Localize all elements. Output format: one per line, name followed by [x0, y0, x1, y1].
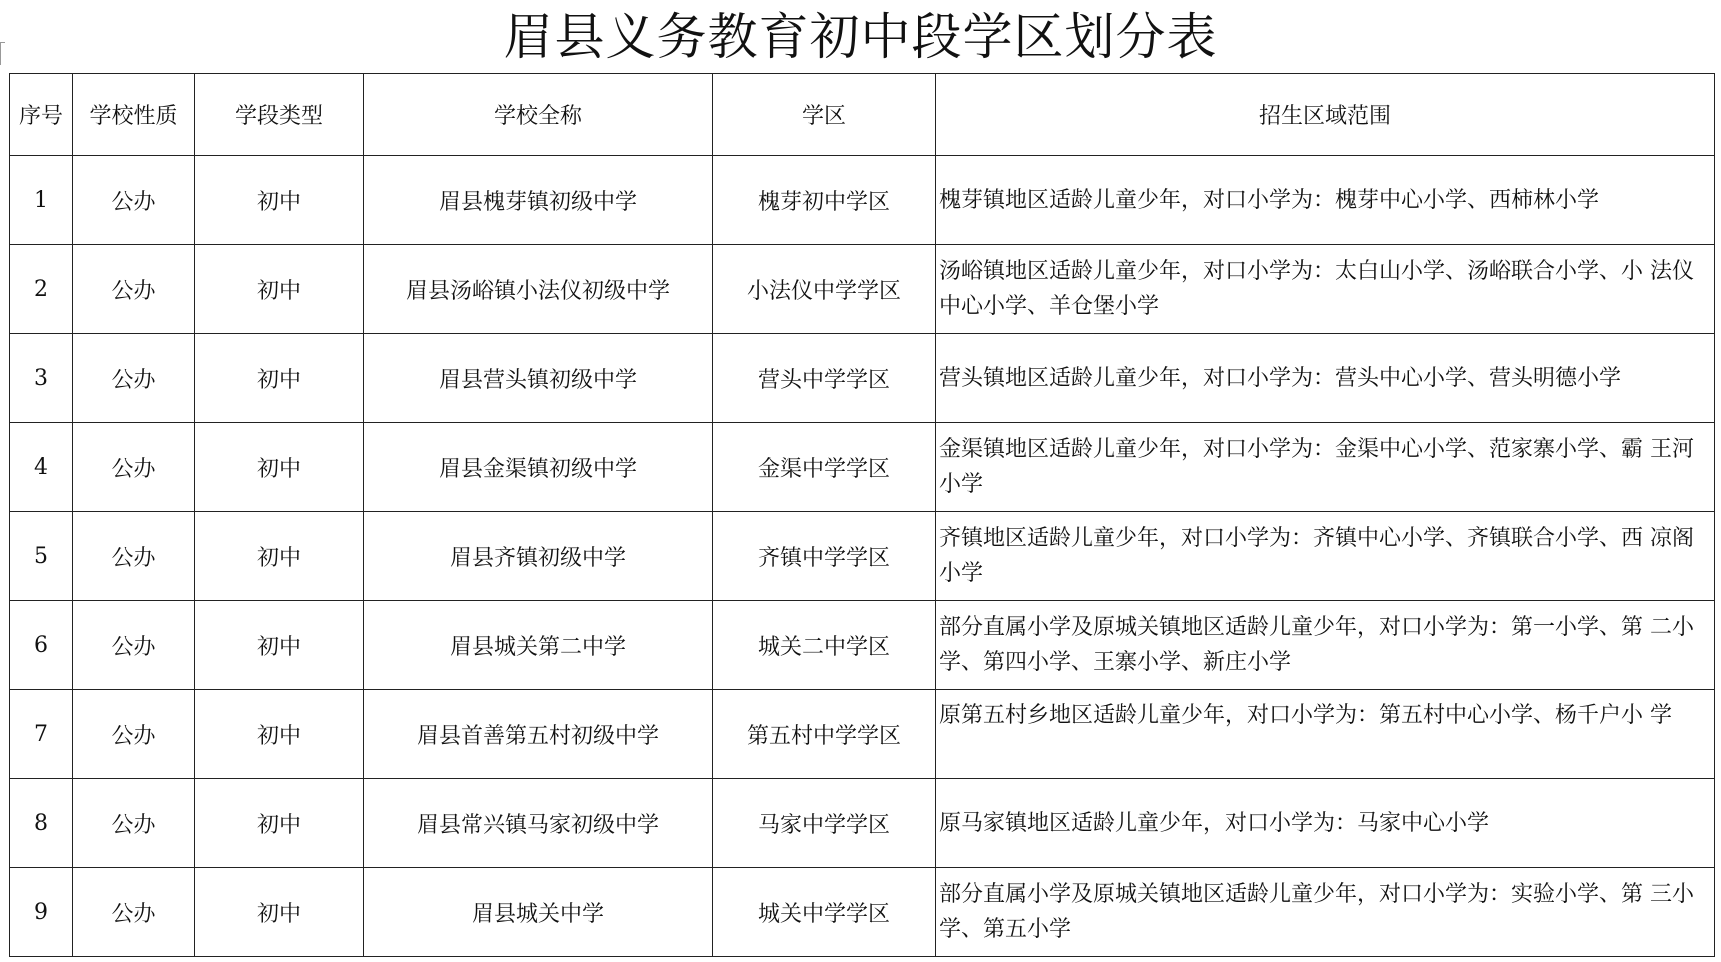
district-table	[9, 73, 1715, 957]
cell-range: 原第五村乡地区适龄儿童少年，对口小学为：第五村中心小学、杨千户小 学	[936, 690, 1715, 779]
cell-range: 部分直属小学及原城关镇地区适龄儿童少年，对口小学为：实验小学、第 三小学、第五小学	[936, 868, 1715, 957]
cell-stage: 初中	[195, 156, 364, 245]
cell-seq: 8	[10, 779, 73, 868]
cell-seq: 9	[10, 868, 73, 957]
cell-district: 第五村中学学区	[713, 690, 936, 779]
cell-nature: 公办	[73, 156, 195, 245]
cell-nature: 公办	[73, 245, 195, 334]
cell-district: 金渠中学学区	[713, 423, 936, 512]
table-row	[10, 512, 1715, 601]
header-district: 学区	[713, 74, 936, 156]
cell-seq: 7	[10, 690, 73, 779]
cell-district: 城关中学学区	[713, 868, 936, 957]
cell-range: 部分直属小学及原城关镇地区适龄儿童少年，对口小学为：第一小学、第 二小学、第四小学、王寨小学、新庄小学	[936, 601, 1715, 690]
cell-nature: 公办	[73, 423, 195, 512]
cell-nature: 公办	[73, 601, 195, 690]
table-row	[10, 868, 1715, 957]
table-header-row	[10, 74, 1715, 156]
table-row	[10, 423, 1715, 512]
cell-range: 原马家镇地区适龄儿童少年，对口小学为：马家中心小学	[936, 779, 1715, 868]
cell-range: 汤峪镇地区适龄儿童少年，对口小学为：太白山小学、汤峪联合小学、小 法仪中心小学、羊仓堡小学	[936, 245, 1715, 334]
cell-seq: 6	[10, 601, 73, 690]
cell-school: 眉县槐芽镇初级中学	[364, 156, 713, 245]
cell-stage: 初中	[195, 512, 364, 601]
cell-district: 城关二中学区	[713, 601, 936, 690]
cell-school: 眉县营头镇初级中学	[364, 334, 713, 423]
cell-school: 眉县金渠镇初级中学	[364, 423, 713, 512]
cell-nature: 公办	[73, 512, 195, 601]
cell-seq: 5	[10, 512, 73, 601]
cell-range: 槐芽镇地区适龄儿童少年，对口小学为：槐芽中心小学、西柿林小学	[936, 156, 1715, 245]
cell-range: 金渠镇地区适龄儿童少年，对口小学为：金渠中心小学、范家寨小学、霸 王河小学	[936, 423, 1715, 512]
table-row	[10, 334, 1715, 423]
cell-seq: 1	[10, 156, 73, 245]
cell-stage: 初中	[195, 868, 364, 957]
table-row	[10, 245, 1715, 334]
cell-range: 营头镇地区适龄儿童少年，对口小学为：营头中心小学、营头明德小学	[936, 334, 1715, 423]
cell-nature: 公办	[73, 334, 195, 423]
cell-school: 眉县城关中学	[364, 868, 713, 957]
cell-school: 眉县汤峪镇小法仪初级中学	[364, 245, 713, 334]
table-row	[10, 156, 1715, 245]
cell-stage: 初中	[195, 601, 364, 690]
cell-school: 眉县齐镇初级中学	[364, 512, 713, 601]
cell-school: 眉县城关第二中学	[364, 601, 713, 690]
page-title: 眉县义务教育初中段学区划分表	[503, 8, 1218, 66]
cell-district: 马家中学学区	[713, 779, 936, 868]
cell-seq: 3	[10, 334, 73, 423]
cell-stage: 初中	[195, 245, 364, 334]
cell-nature: 公办	[73, 868, 195, 957]
cell-school: 眉县常兴镇马家初级中学	[364, 779, 713, 868]
header-school: 学校全称	[364, 74, 713, 156]
table-row	[10, 779, 1715, 868]
header-seq: 序号	[10, 74, 73, 156]
cell-stage: 初中	[195, 779, 364, 868]
cell-stage: 初中	[195, 690, 364, 779]
cell-district: 小法仪中学学区	[713, 245, 936, 334]
table-row	[10, 690, 1715, 779]
cell-seq: 2	[10, 245, 73, 334]
cell-nature: 公办	[73, 779, 195, 868]
header-nature: 学校性质	[73, 74, 195, 156]
cell-school: 眉县首善第五村初级中学	[364, 690, 713, 779]
cell-nature: 公办	[73, 690, 195, 779]
cell-stage: 初中	[195, 334, 364, 423]
header-stage: 学段类型	[195, 74, 364, 156]
cell-district: 槐芽初中学区	[713, 156, 936, 245]
cell-stage: 初中	[195, 423, 364, 512]
cell-range: 齐镇地区适龄儿童少年，对口小学为：齐镇中心小学、齐镇联合小学、西 凉阁小学	[936, 512, 1715, 601]
cell-district: 齐镇中学学区	[713, 512, 936, 601]
table-row	[10, 601, 1715, 690]
header-range: 招生区域范围	[936, 74, 1715, 156]
cell-district: 营头中学学区	[713, 334, 936, 423]
cell-seq: 4	[10, 423, 73, 512]
